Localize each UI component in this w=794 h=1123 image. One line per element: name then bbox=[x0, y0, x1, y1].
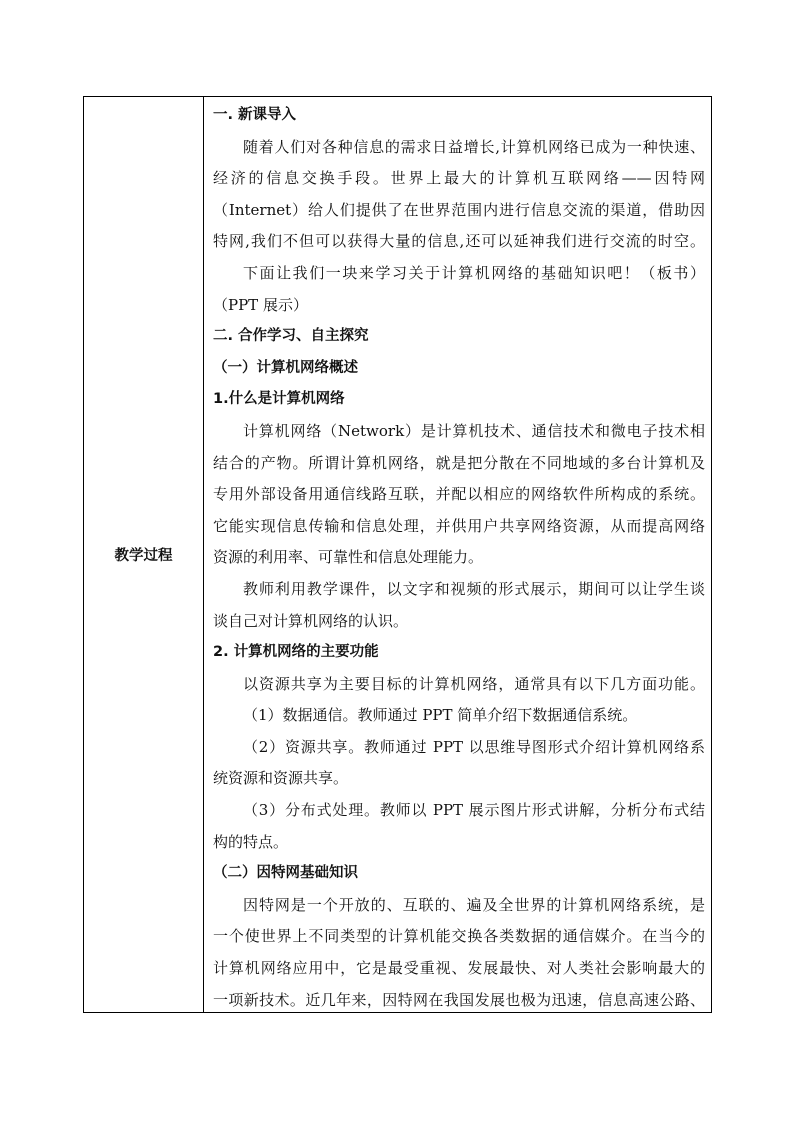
body-line: 它能实现信息传输和信息处理，并供用户共享网络资源，从而提高网络 bbox=[213, 516, 705, 535]
section-label: 教学过程 bbox=[84, 97, 204, 1012]
paragraph-last-line: 统资源和资源共享。 bbox=[213, 769, 349, 788]
section-heading: （二）因特网基础知识 bbox=[213, 865, 358, 882]
paragraph-last-line: 资源的利用率、可靠性和信息处理能力。 bbox=[213, 548, 484, 567]
body-line: 计算机网络应用中，它是最受重视、发展最快、对人类社会影响最大的 bbox=[213, 959, 705, 978]
paragraph-first-line: （3）分布式处理。教师以 PPT 展示图片形式讲解，分析分布式结 bbox=[243, 801, 705, 820]
paragraph-first-line: 随着人们对各种信息的需求日益增长,计算机网络已成为一种快速、 bbox=[243, 137, 705, 156]
paragraph-last-line: 谈自己对计算机网络的认识。 bbox=[213, 611, 409, 630]
section-heading: 一. 新课导入 bbox=[213, 107, 297, 123]
section-heading: （一）计算机网络概述 bbox=[213, 359, 358, 376]
body-line: 一项新技术。近几年来，因特网在我国发展也极为迅速，信息高速公路、 bbox=[213, 990, 705, 1009]
paragraph-first-line: 计算机网络（Network）是计算机技术、通信技术和微电子技术相 bbox=[243, 421, 705, 440]
body-line: （Internet）给人们提供了在世界范围内进行信息交流的渠道，借助因 bbox=[213, 200, 705, 219]
section-heading: 2. 计算机网络的主要功能 bbox=[213, 644, 379, 661]
paragraph-first-line: （1）数据通信。教师通过 PPT 简单介绍下数据通信系统。 bbox=[243, 706, 638, 725]
body-line: 结合的产物。所谓计算机网络，就是把分散在不同地域的多台计算机及 bbox=[213, 453, 705, 472]
paragraph-first-line: （2）资源共享。教师通过 PPT 以思维导图形式介绍计算机网络系 bbox=[243, 737, 705, 756]
body-line: 一个使世界上不同类型的计算机能交换各类数据的通信媒介。在当今的 bbox=[213, 927, 705, 946]
section-heading: 1.什么是计算机网络 bbox=[213, 391, 345, 408]
paragraph-first-line: 教师利用教学课件，以文字和视频的形式展示，期间可以让学生谈 bbox=[243, 579, 705, 598]
body-line: 特网,我们不但可以获得大量的信息,还可以延神我们进行交流的时空。 bbox=[213, 232, 705, 251]
paragraph-first-line: 下面让我们一块来学习关于计算机网络的基础知识吧！（板书） bbox=[243, 263, 705, 282]
paragraph-last-line: 构的特点。 bbox=[213, 832, 289, 851]
body-line: 专用外部设备用通信线路互联，并配以相应的网络软件所构成的系统。 bbox=[213, 485, 705, 504]
content-cell bbox=[205, 97, 711, 1012]
lesson-table bbox=[83, 96, 712, 1013]
paragraph-first-line: 因特网是一个开放的、互联的、遍及全世界的计算机网络系统，是 bbox=[243, 895, 705, 914]
section-heading: 二. 合作学习、自主探究 bbox=[213, 328, 369, 345]
body-line: 经济的信息交换手段。世界上最大的计算机互联网络——因特网 bbox=[213, 169, 705, 188]
paragraph-first-line: 以资源共享为主要目标的计算机网络，通常具有以下几方面功能。 bbox=[243, 674, 705, 693]
paragraph-last-line: （PPT 展示） bbox=[213, 295, 308, 314]
